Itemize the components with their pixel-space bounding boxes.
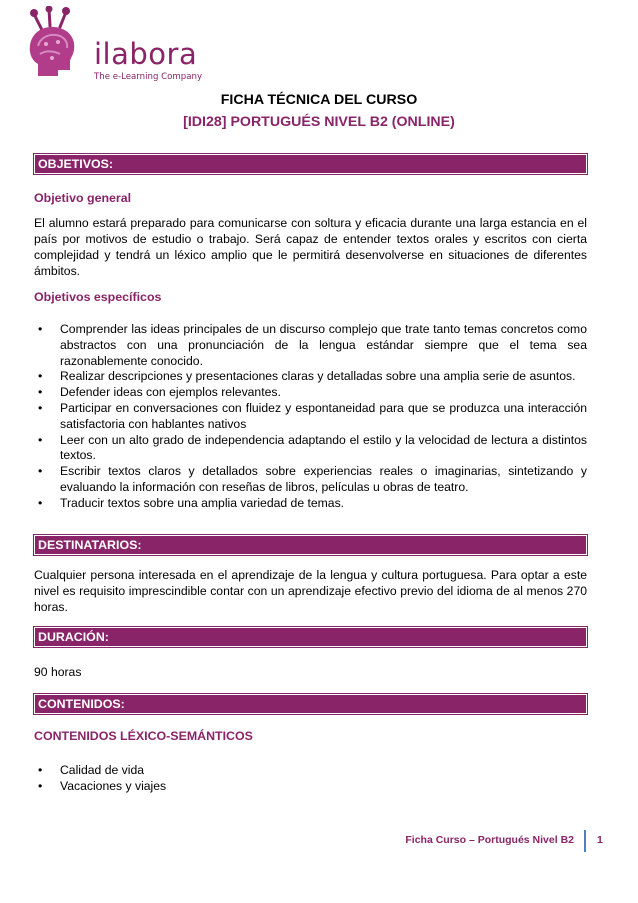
list-item: • Defender ideas con ejemplos relevantes. — [38, 385, 281, 400]
footer-text: Ficha Curso – Portugués Nivel B2 — [405, 834, 574, 846]
bullet-dot-icon: • — [38, 464, 43, 479]
title-line-2: [IDI28] PORTUGUÉS NIVEL B2 (ONLINE) — [183, 114, 455, 130]
list-item: • Comprender las ideas principales de un discurso complejo que trate tanto temas concretos como abstractos con una pronunciación de la lengua estándar siempre que el tema sea razonablemente conocido. — [38, 322, 587, 368]
list-item: • Leer con un alto grado de independencia adaptando el estilo y la velocidad de lectura a distintos textos. — [38, 432, 587, 463]
section-bar-duracion — [34, 627, 587, 647]
section-bar-destinatarios — [34, 535, 587, 555]
bullet-dot-icon: • — [38, 432, 43, 447]
logo-tagline: The e-Learning Company — [94, 72, 203, 82]
section-bar-objetivos — [34, 154, 587, 174]
page-number: 1 — [597, 834, 603, 846]
bullet-dot-icon: • — [38, 763, 43, 777]
page-footer — [398, 826, 588, 852]
destinatarios-text: Cualquier persona interesada en el aprendizaje de la lengua y cultura portuguesa. Para optar a este nivel es requisito imprescindible contar con un aprendizaje efectivo previo del idioma de al menos 270 horas. — [34, 568, 587, 614]
bullet-dot-icon: • — [38, 369, 43, 384]
section-heading-contenidos: CONTENIDOS: — [38, 697, 125, 711]
list-item: • Vacaciones y viajes — [38, 778, 167, 793]
bullet-dot-icon: • — [38, 385, 43, 400]
company-logo — [24, 6, 203, 82]
head-with-antennae-icon — [24, 6, 94, 78]
logo-wordmark: ilabora — [94, 37, 198, 71]
objetivo-general-text: El alumno estará preparado para comunicarse con soltura y eficacia durante una larga estancia en el país por motivos de estudio o trabajo. Será capaz de entender textos orales y escritos con cierta complejidad y tendrá un léxico amplio que le permitirá desenvolverse en situaciones de diferentes ámbitos. — [34, 216, 587, 278]
section-heading-duracion: DURACIÓN: — [38, 630, 109, 644]
contenidos-lexico-heading: CONTENIDOS LÉXICO-SEMÁNTICOS — [34, 729, 253, 743]
document-title — [0, 92, 638, 131]
section-heading-destinatarios: DESTINATARIOS: — [38, 538, 142, 552]
bullet-dot-icon: • — [38, 778, 43, 793]
list-item: • Escribir textos claros y detallados sobre experiencias reales o imaginarias, sintetizando y evaluando la información con reseñas de libros, películas u obras de teatro. — [38, 464, 587, 494]
contenidos-list — [34, 763, 587, 795]
list-item: • Realizar descripciones y presentaciones claras y detalladas sobre una amplia serie de asuntos. — [38, 369, 576, 384]
list-item: • Participar en conversaciones con fluidez y espontaneidad para que se produzca una interacción satisfactoria con hablantes nativos — [38, 400, 587, 431]
objetivos-especificos-list — [34, 322, 587, 512]
section-heading-objetivos: OBJETIVOS: — [38, 157, 114, 171]
bullet-dot-icon: • — [38, 322, 43, 336]
duracion-text: 90 horas — [34, 665, 82, 679]
title-line-1: FICHA TÉCNICA DEL CURSO — [220, 92, 418, 108]
list-item: • Calidad de vida — [38, 763, 145, 777]
bullet-dot-icon: • — [38, 495, 43, 510]
objetivo-general-heading: Objetivo general — [34, 191, 132, 205]
bullet-dot-icon: • — [38, 400, 43, 415]
section-bar-contenidos — [34, 694, 587, 714]
list-item: • Traducir textos sobre una amplia variedad de temas. — [38, 495, 345, 510]
objetivos-especificos-heading: Objetivos específicos — [34, 290, 162, 304]
footer-separator — [584, 830, 586, 852]
